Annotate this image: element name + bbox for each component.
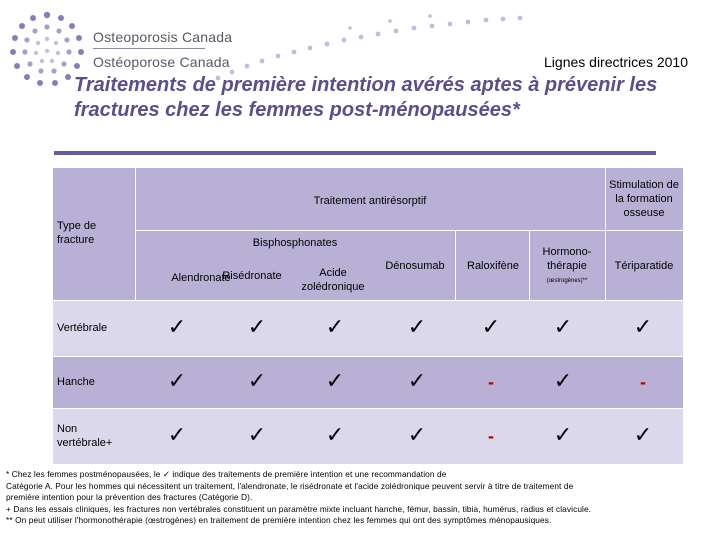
dash-icon: -: [488, 372, 494, 392]
col-denosumab: Dénosumab: [385, 260, 445, 272]
footnote-line: * Chez les femmes postménopausées, le ✓ indique des traitements de première intention et une recommandation de: [6, 469, 447, 479]
guidelines-label: Lignes directrices 2010: [544, 54, 688, 70]
footnote-line: Catégorie A. Pour les hommes qui nécessitent un traitement, l'alendronate, le risédronate et l'acide zolédronique peuvent servir à titre de traitement de: [6, 480, 574, 491]
dash-icon: -: [488, 426, 494, 446]
footnote-line: + Dans les essais cliniques, les fractures non vertébrales constituent un paramètre mixte incluant hanche, fémur, bassin, tibia, humérus, radius et clavicule.: [6, 503, 592, 514]
header-bisphosphonates: Bisphosphonates: [252, 237, 338, 249]
check-icon: ✓: [633, 423, 653, 448]
footnote-line: ** On peut utiliser l'hormonothérapie (œstrogènes) en traitement de première intention chez les femmes qui ont des symptômes ménopausiques.: [6, 515, 552, 526]
row-divider: [53, 300, 683, 301]
table-row: [53, 408, 683, 464]
check-icon: ✓: [407, 369, 427, 394]
check-icon: ✓: [553, 315, 573, 340]
check-icon: ✓: [325, 315, 345, 340]
header-divider: [135, 230, 683, 231]
check-icon: ✓: [633, 315, 653, 340]
check-icon: ✓: [407, 315, 427, 340]
row-label-hip: Hanche: [57, 376, 95, 388]
header-divider: [529, 230, 530, 300]
row-label-non-vertebral: Non vertébrale+: [57, 423, 113, 449]
brand-name-fr: Ostéoporose Canada: [93, 54, 230, 70]
check-icon: ✓: [325, 369, 345, 394]
header-fracture-type: Type de fracture: [57, 220, 97, 246]
treatment-table: [53, 168, 683, 464]
header-bone-formation: Stimulation de la formation osseuse: [609, 179, 679, 219]
footnote-line: première intention pour la prévention des fractures (Catégorie D).: [6, 492, 253, 503]
check-icon: ✓: [407, 423, 427, 448]
col-alendronate: Alendronate: [171, 272, 231, 284]
footnotes: [6, 469, 716, 527]
col-teriparatide: Tériparatide: [614, 260, 674, 272]
brand-divider: [93, 48, 205, 49]
col-hormone-sub: (œstrogènes)**: [546, 278, 588, 284]
page-title: Traitements de première intention avérés aptes à prévenir les fractures chez les femmes post-ménopausées*: [74, 74, 658, 121]
check-icon: ✓: [167, 369, 187, 394]
check-icon: ✓: [247, 315, 267, 340]
check-icon: ✓: [247, 369, 267, 394]
header-antiresorptive: Traitement antirésorptif: [313, 195, 427, 207]
check-icon: ✓: [167, 423, 187, 448]
check-icon: ✓: [553, 423, 573, 448]
col-raloxifene: Raloxifène: [467, 260, 519, 272]
row-label-vertebral: Vertébrale: [57, 322, 108, 334]
check-icon: ✓: [167, 315, 187, 340]
title-divider: [54, 151, 656, 155]
header-divider: [605, 168, 606, 300]
col-zoledronic: Acide zolédronique: [301, 267, 365, 293]
row-divider: [53, 408, 683, 409]
header-divider: [455, 230, 456, 300]
col-hormone: Hormono-thérapie: [542, 246, 592, 272]
check-icon: ✓: [481, 315, 501, 340]
row-divider: [53, 356, 683, 357]
header-divider: [135, 168, 136, 300]
dash-icon: -: [640, 372, 646, 392]
check-icon: ✓: [247, 423, 267, 448]
check-icon: ✓: [325, 423, 345, 448]
col-risedronate: Risédronate: [222, 270, 282, 282]
brand-name-en: Osteoporosis Canada: [93, 29, 233, 45]
check-icon: ✓: [553, 369, 573, 394]
